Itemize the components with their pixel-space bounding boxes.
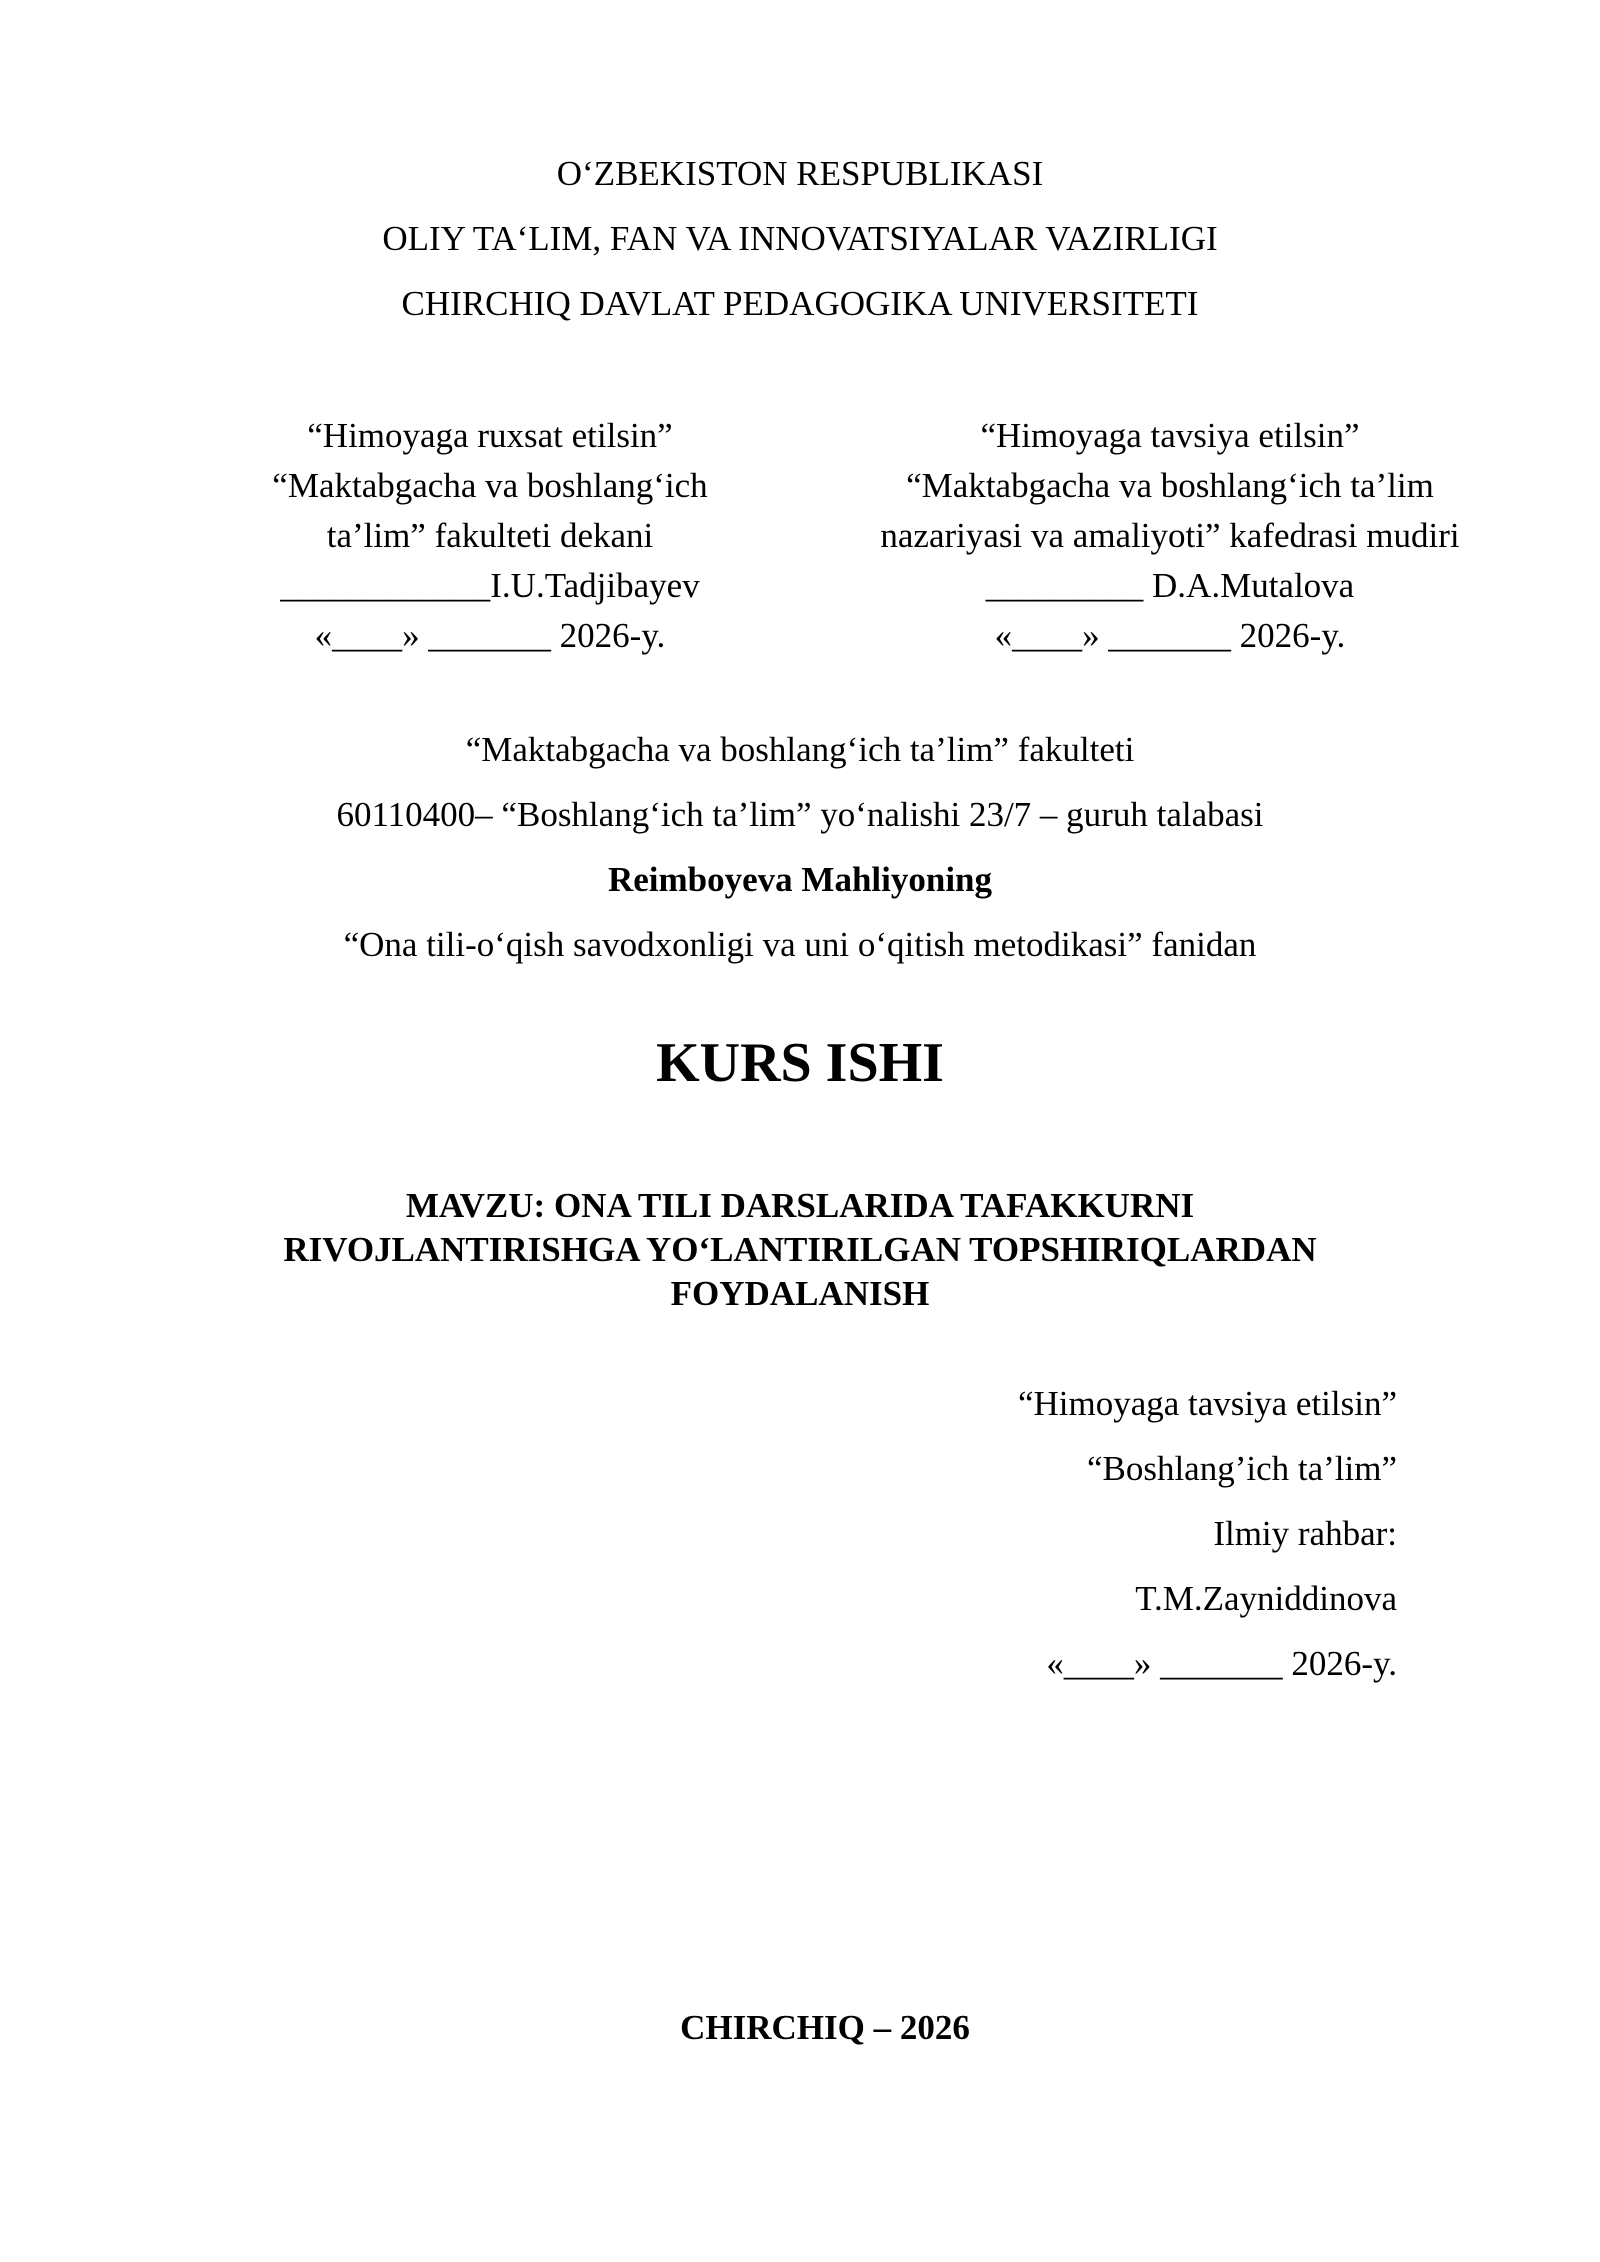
supervisor-block [1018, 1371, 1397, 1696]
supervisor-date-line: «____» _______ 2026-y. [1046, 1644, 1397, 1683]
topic-line: RIVOJLANTIRISHGA YO‘LANTIRILGAN TOPSHIRIQLARDAN [283, 1230, 1317, 1269]
subject-line: “Ona tili-o‘qish savodxonligi va uni o‘qitish metodikasi” fanidan [343, 925, 1257, 964]
supervisor-name: T.M.Zayniddinova [1135, 1579, 1397, 1618]
student-faculty: “Maktabgacha va boshlang‘ich ta’lim” fakulteti [465, 730, 1135, 769]
topic-line: MAVZU: ONA TILI DARSLARIDA TAFAKKURNI [405, 1186, 1195, 1225]
department-signature-line: _________ D.A.Mutalova [985, 566, 1355, 605]
dean-approval-line: ta’lim” fakulteti dekani [326, 516, 654, 555]
topic-line: FOYDALANISH [670, 1274, 930, 1313]
dean-approval-block [230, 411, 750, 661]
republic-heading: O‘ZBEKISTON RESPUBLIKASI [556, 154, 1044, 193]
document-title: KURS ISHI [656, 1032, 944, 1094]
supervisor-line: “Himoyaga tavsiya etilsin” [1017, 1384, 1397, 1423]
supervisor-line: “Boshlang’ich ta’lim” [1086, 1449, 1397, 1488]
dean-date-line: «____» _______ 2026-y. [314, 616, 666, 655]
department-approval-block [840, 411, 1500, 661]
supervisor-label: Ilmiy rahbar: [1213, 1514, 1397, 1553]
ministry-heading: OLIY TA‘LIM, FAN VA INNOVATSIYALAR VAZIRLIGI [382, 219, 1218, 258]
department-date-line: «____» _______ 2026-y. [994, 616, 1346, 655]
topic-block [0, 1184, 1600, 1316]
dean-signature-line: ____________I.U.Tadjibayev [280, 566, 700, 605]
department-approval-line: nazariyasi va amaliyoti” kafedrasi mudiri [880, 516, 1460, 555]
department-approval-line: “Himoyaga tavsiya etilsin” [980, 416, 1360, 455]
department-approval-line: “Maktabgacha va boshlang‘ich ta’lim [906, 466, 1434, 505]
student-name: Reimboyeva Mahliyoning [607, 860, 993, 899]
dean-approval-line: “Himoyaga ruxsat etilsin” [307, 416, 673, 455]
city-year: CHIRCHIQ – 2026 [680, 2008, 970, 2047]
student-direction: 60110400– “Boshlang‘ich ta’lim” yo‘nalishi 23/7 – guruh talabasi [336, 795, 1264, 834]
dean-approval-line: “Maktabgacha va boshlang‘ich [272, 466, 708, 505]
university-heading: CHIRCHIQ DAVLAT PEDAGOGIKA UNIVERSITETI [401, 284, 1199, 323]
